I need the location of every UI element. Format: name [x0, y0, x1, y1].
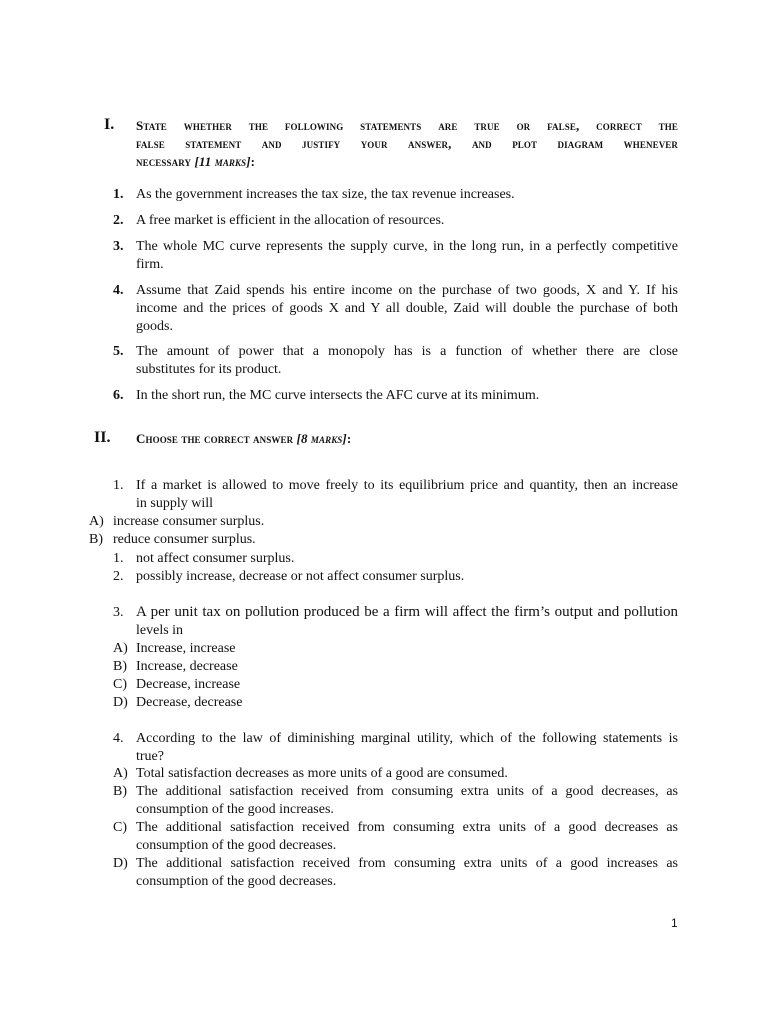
- statement-text-line: The amount of power that a monopoly has is a function of whether there are close: [136, 344, 678, 359]
- option-label: D): [113, 856, 128, 871]
- option-text-line: The additional satisfaction received from consuming extra units of a good increases as: [136, 856, 678, 871]
- question-4-line-1: According to the law of diminishing marginal utility, which of the following statements is: [136, 731, 678, 746]
- section-1-marks: [11 marks]: [194, 154, 251, 169]
- question-1-option-b-label: B): [89, 532, 103, 547]
- option-text-line: The additional satisfaction received from consuming extra units of a good decreases as: [136, 820, 678, 835]
- option-text-line: consumption of the good decreases.: [136, 838, 337, 853]
- section-2-marks: [8 marks]: [296, 431, 347, 446]
- question-3-line-1: A per unit tax on pollution produced be a firm will affect the firm’s output and pollution: [136, 604, 678, 620]
- question-4-line-2: true?: [136, 749, 164, 764]
- question-1-option-a: increase consumer surplus.: [113, 514, 265, 529]
- question-1-line-1: If a market is allowed to move freely to its equilibrium price and quantity, then an increase: [136, 478, 678, 493]
- statement-number: 2.: [113, 213, 124, 228]
- option-text-line: consumption of the good decreases.: [136, 874, 337, 889]
- question-1-sub-2: possibly increase, decrease or not affect consumer surplus.: [136, 569, 465, 584]
- question-1-sub-1-label: 1.: [113, 551, 124, 566]
- statement-number: 6.: [113, 388, 124, 403]
- statement-number: 4.: [113, 283, 124, 298]
- statement-text-line: As the government increases the tax size, the tax revenue increases.: [136, 187, 515, 202]
- option-text: Decrease, increase: [136, 677, 241, 692]
- statement-text-line: A free market is efficient in the allocation of resources.: [136, 213, 445, 228]
- question-1-sub-2-label: 2.: [113, 569, 124, 584]
- option-label: B): [113, 659, 127, 674]
- option-label: D): [113, 695, 128, 710]
- option-text: Increase, decrease: [136, 659, 238, 674]
- option-text: Increase, increase: [136, 641, 236, 656]
- section-1-header-line-2: false statement and justify your answer, and plot diagram whenever: [136, 136, 678, 151]
- option-text-line: consumption of the good increases.: [136, 802, 334, 817]
- statement-text-line: The whole MC curve represents the supply curve, in the long run, in a perfectly competitive: [136, 239, 678, 254]
- section-2-header: Choose the correct answer [8 marks]:: [136, 431, 352, 446]
- option-text-line: Total satisfaction decreases as more units of a good are consumed.: [136, 766, 508, 781]
- section-1-numeral: I.: [104, 116, 115, 133]
- page-number: 1: [671, 916, 678, 930]
- option-text-line: The additional satisfaction received from consuming extra units of a good decreases, as: [136, 784, 678, 799]
- statement-number: 5.: [113, 344, 124, 359]
- option-label: A): [113, 641, 128, 656]
- statement-text-line: In the short run, the MC curve intersects the AFC curve at its minimum.: [136, 388, 540, 403]
- statement-text-line: income and the prices of goods X and Y all double, Zaid will double the purchase of both: [136, 301, 678, 316]
- statement-number: 3.: [113, 239, 124, 254]
- option-text: Decrease, decrease: [136, 695, 243, 710]
- section-1-header-line-3: necessary [11 marks]:: [136, 154, 256, 169]
- option-label: B): [113, 784, 127, 799]
- question-3-line-2: levels in: [136, 623, 184, 638]
- statement-text-line: substitutes for its product.: [136, 362, 282, 377]
- question-1-option-a-label: A): [89, 514, 104, 529]
- statement-text-line: goods.: [136, 319, 173, 334]
- option-label: C): [113, 677, 127, 692]
- section-2-numeral: II.: [94, 429, 111, 446]
- statement-text-line: firm.: [136, 257, 164, 272]
- question-1-number: 1.: [113, 478, 124, 493]
- statement-number: 1.: [113, 187, 124, 202]
- option-label: A): [113, 766, 128, 781]
- question-1-line-2: in supply will: [136, 496, 214, 511]
- question-4-number: 4.: [113, 731, 124, 746]
- question-3-number: 3.: [113, 605, 124, 620]
- question-1-option-b: reduce consumer surplus.: [113, 532, 256, 547]
- section-1-header-line-1: State whether the following statements are true or false, correct the: [136, 118, 678, 133]
- question-1-sub-1: not affect consumer surplus.: [136, 551, 295, 566]
- option-label: C): [113, 820, 127, 835]
- statement-text-line: Assume that Zaid spends his entire income on the purchase of two goods, X and Y. If his: [136, 283, 678, 298]
